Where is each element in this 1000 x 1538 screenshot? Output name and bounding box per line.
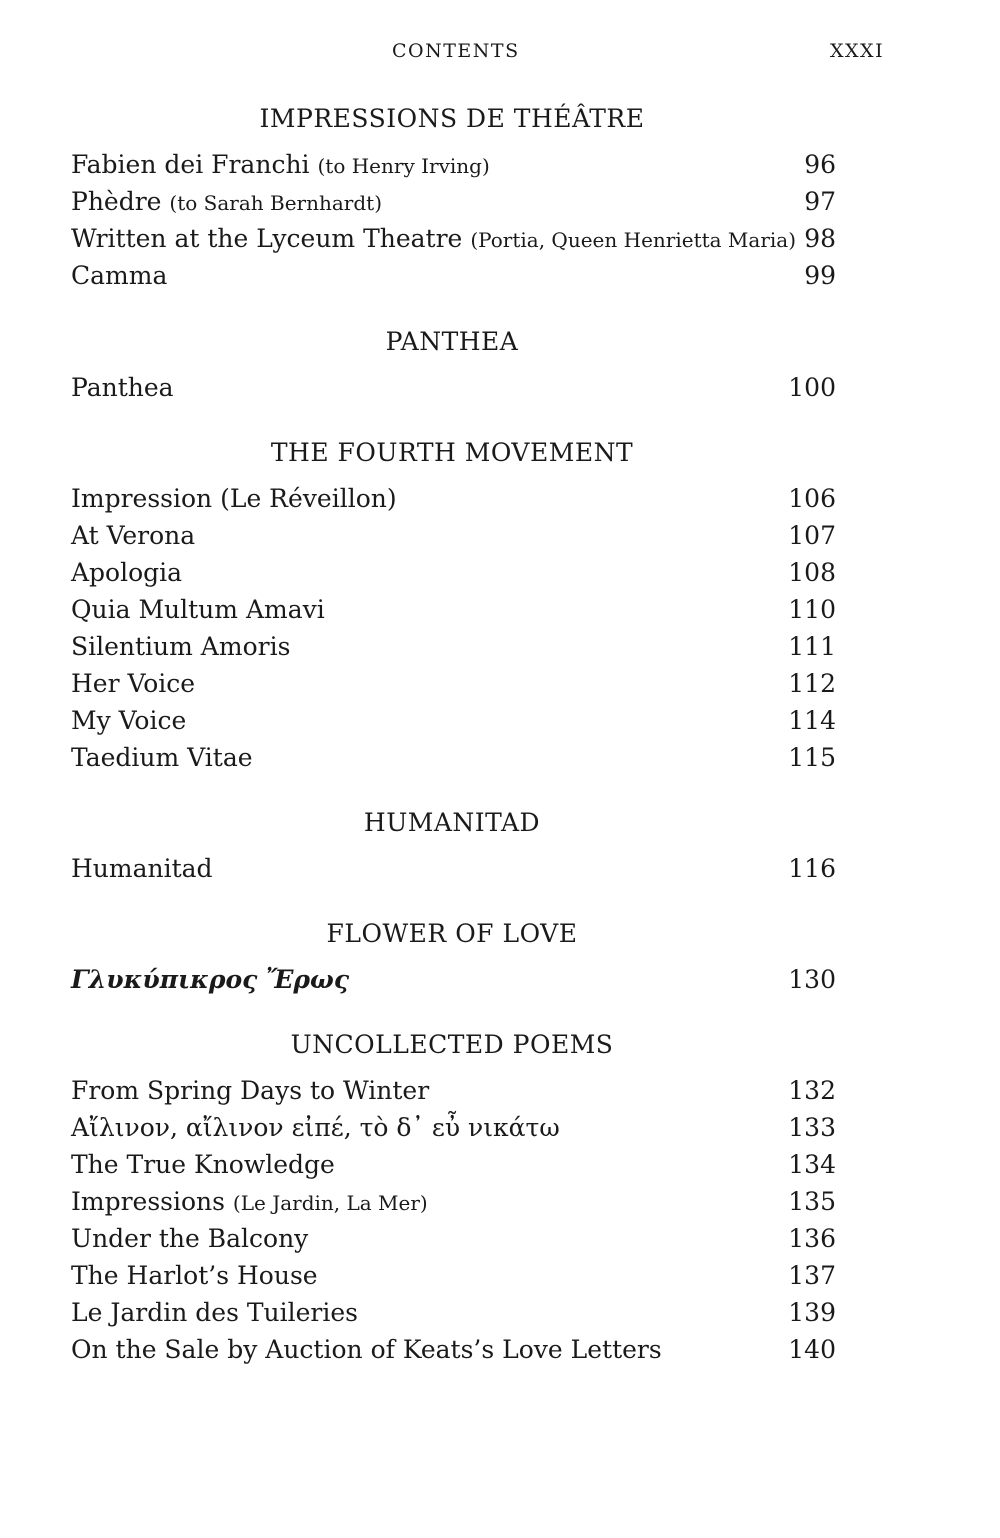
toc-section-humanitad: [0, 806, 1000, 887]
section-heading: IMPRESSIONS DE THÉÂTRE: [259, 104, 645, 133]
entry-page-number: 96: [804, 150, 836, 179]
entry-title: Panthea: [71, 373, 174, 402]
toc-entry[interactable]: [0, 554, 1000, 591]
entry-page-number: 108: [788, 558, 836, 587]
entry-title: The True Knowledge: [71, 1150, 335, 1179]
entry-page-number: 137: [788, 1261, 836, 1290]
entry-page-number: 133: [788, 1113, 836, 1142]
entry-title: Impression (Le Réveillon): [71, 484, 397, 513]
entry-page-number: 140: [788, 1335, 836, 1364]
entry-note: (Le Jardin, La Mer): [232, 1191, 428, 1215]
toc-entry[interactable]: [0, 665, 1000, 702]
entry-title: The Harlot’s House: [71, 1261, 318, 1290]
toc-entry[interactable]: [0, 591, 1000, 628]
toc-entry[interactable]: [0, 220, 1000, 257]
entry-title: Written at the Lyceum Theatre: [71, 224, 463, 253]
toc-entry[interactable]: [0, 1331, 1000, 1368]
toc-entry[interactable]: [0, 369, 1000, 406]
entry-title: At Verona: [71, 521, 196, 550]
toc-section-uncollected-poems: [0, 1028, 1000, 1368]
entry-note: (to Sarah Bernhardt): [169, 191, 382, 215]
toc-entry[interactable]: [0, 1109, 1000, 1146]
entry-page-number: 116: [788, 854, 836, 883]
toc-section-impressions-de-theatre: [0, 102, 1000, 294]
section-heading: THE FOURTH MOVEMENT: [270, 438, 634, 467]
entry-title: My Voice: [71, 706, 187, 735]
entry-title: Humanitad: [71, 854, 213, 883]
entry-page-number: 100: [788, 373, 836, 402]
entry-page-number: 136: [788, 1224, 836, 1253]
toc-entry[interactable]: [0, 1220, 1000, 1257]
entry-page-number: 110: [788, 595, 836, 624]
entry-page-number: 135: [788, 1187, 836, 1216]
entry-page-number: 99: [804, 261, 836, 290]
entry-page-number: 97: [804, 187, 836, 216]
toc-entry[interactable]: [0, 1183, 1000, 1220]
toc-entry[interactable]: [0, 517, 1000, 554]
entry-title: Taedium Vitae: [71, 743, 253, 772]
entry-title: On the Sale by Auction of Keats’s Love Letters: [71, 1335, 662, 1364]
entry-page-number: 139: [788, 1298, 836, 1327]
entry-page-number: 130: [788, 965, 836, 994]
entry-page-number: 107: [788, 521, 836, 550]
section-heading: FLOWER OF LOVE: [326, 919, 578, 948]
page-number: XXXI: [830, 40, 885, 62]
entry-title: Fabien dei Franchi: [71, 150, 310, 179]
toc-entry[interactable]: [0, 628, 1000, 665]
entry-title: Quia Multum Amavi: [71, 595, 325, 624]
entry-note: (to Henry Irving): [317, 154, 490, 178]
running-title: CONTENTS: [392, 40, 520, 62]
entry-page-number: 98: [804, 224, 836, 253]
entry-page-number: 111: [788, 632, 836, 661]
entry-page-number: 114: [788, 706, 836, 735]
entry-title: Le Jardin des Tuileries: [71, 1298, 358, 1327]
entry-title: Under the Balcony: [71, 1224, 309, 1253]
entry-page-number: 112: [788, 669, 836, 698]
entry-note: (Portia, Queen Henrietta Maria): [470, 228, 797, 252]
toc-entry[interactable]: [0, 1294, 1000, 1331]
entry-title: Her Voice: [71, 669, 196, 698]
entry-title: Αἴλινον, αἴλινον εἰπέ, τὸ δ᾽ εὖ νικάτω: [71, 1113, 560, 1142]
toc-entry[interactable]: [0, 961, 1000, 998]
entry-title: Impressions: [71, 1187, 225, 1216]
entry-title: Phèdre: [71, 187, 162, 216]
entry-page-number: 115: [788, 743, 836, 772]
toc-section-flower-of-love: [0, 917, 1000, 998]
toc-entry[interactable]: [0, 257, 1000, 294]
entry-page-number: 132: [788, 1076, 836, 1105]
entry-title: Camma: [71, 261, 168, 290]
entry-title: Silentium Amoris: [71, 632, 291, 661]
entry-page-number: 134: [788, 1150, 836, 1179]
toc-entry[interactable]: [0, 739, 1000, 776]
toc-entry[interactable]: [0, 1257, 1000, 1294]
section-heading: UNCOLLECTED POEMS: [290, 1030, 614, 1059]
entry-page-number: 106: [788, 484, 836, 513]
toc-section-fourth-movement: [0, 436, 1000, 776]
toc-entry[interactable]: [0, 1072, 1000, 1109]
entry-title: Γλυκύπικρος Ἔρως: [71, 965, 350, 994]
toc-entry[interactable]: [0, 1146, 1000, 1183]
toc-section-panthea: [0, 325, 1000, 406]
running-head: [0, 40, 1000, 70]
toc-entry[interactable]: [0, 146, 1000, 183]
toc-entry[interactable]: [0, 850, 1000, 887]
toc-entry[interactable]: [0, 183, 1000, 220]
section-heading: HUMANITAD: [363, 808, 541, 837]
toc-entry[interactable]: [0, 702, 1000, 739]
section-heading: PANTHEA: [385, 327, 519, 356]
entry-title: Apologia: [71, 558, 183, 587]
toc-entry[interactable]: [0, 480, 1000, 517]
entry-title: From Spring Days to Winter: [71, 1076, 430, 1105]
